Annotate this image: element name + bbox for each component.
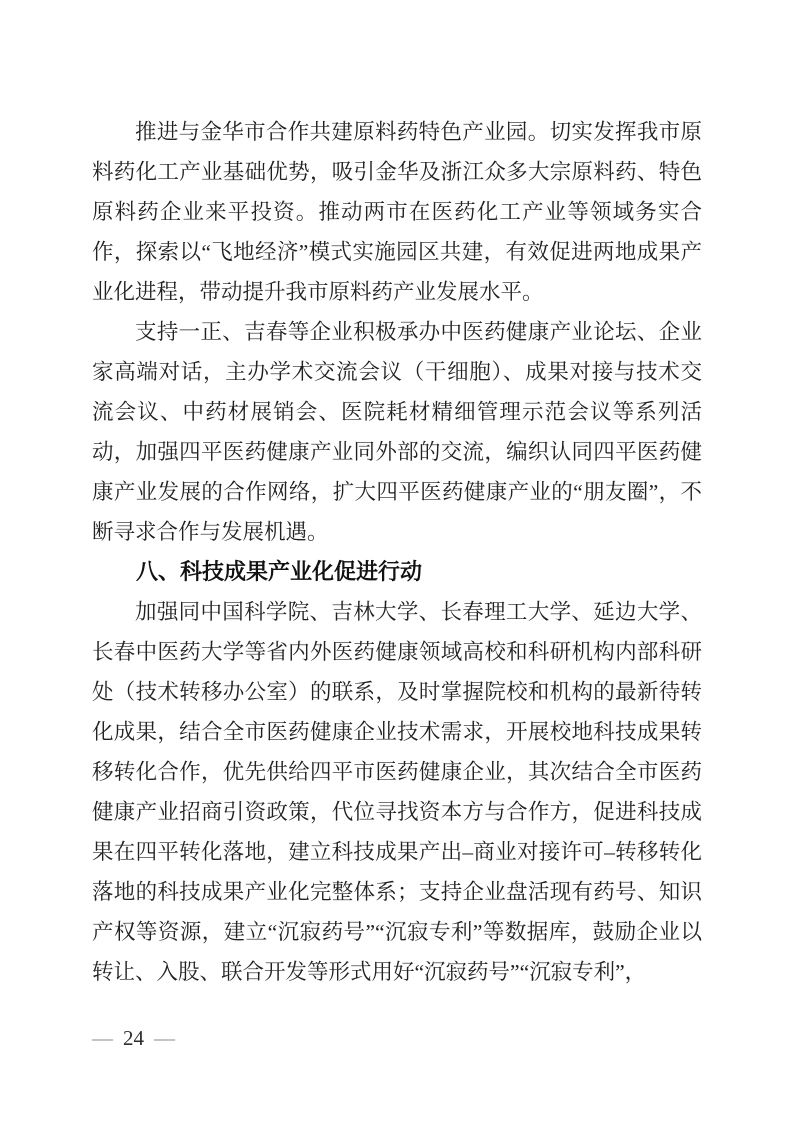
page-footer [92,1024,175,1052]
footer-dash-right: — [154,1026,175,1050]
footer-dash-left: — [92,1026,113,1050]
paragraph-industry-forums: 支持一正、吉春等企业积极承办中医药健康产业论坛、企业家高端对话，主办学术交流会议（干细胞）、成果对接与技术交流会议、中药材展销会、医院耗材精细管理示范会议等系列活动，加强四平医药健康产业同外部的交流，编织认同四平医药健康产业发展的合作网络，扩大四平医药健康产业的“朋友圈”，不断寻求合作与发展机遇。 [92,320,702,544]
document-content [92,112,702,992]
paragraph-tech-transfer: 加强同中国科学院、吉林大学、长春理工大学、延边大学、长春中医药大学等省内外医药健康领域高校和科研机构内部科研处（技术转移办公室）的联系，及时掌握院校和机构的最新待转化成果，结合全市医药健康企业技术需求，开展校地科技成果转移转化合作，优先供给四平市医药健康企业，其次结合全市医药健康产业招商引资政策，代位寻找资本方与合作方，促进科技成果在四平转化落地，建立科技成果产出–商业对接许可–转移转化落地的科技成果产业化完整体系；支持企业盘活现有药号、知识产权等资源，建立“沉寂药号”“沉寂专利”等数据库，鼓励企业以转让、入股、联合开发等形式用好“沉寂药号”“沉寂专利”， [92,600,702,984]
paragraph-industrial-park: 推进与金华市合作共建原料药特色产业园。切实发挥我市原料药化工产业基础优势，吸引金华及浙江众多大宗原料药、特色原料药企业来平投资。推动两市在医药化工产业等领域务实合作，探索以“飞地经济”模式实施园区共建，有效促进两地成果产业化进程，带动提升我市原料药产业发展水平。 [92,120,702,304]
page-number: 24 [123,1026,144,1050]
section-heading-eight: 八、科技成果产业化促进行动 [136,559,423,584]
